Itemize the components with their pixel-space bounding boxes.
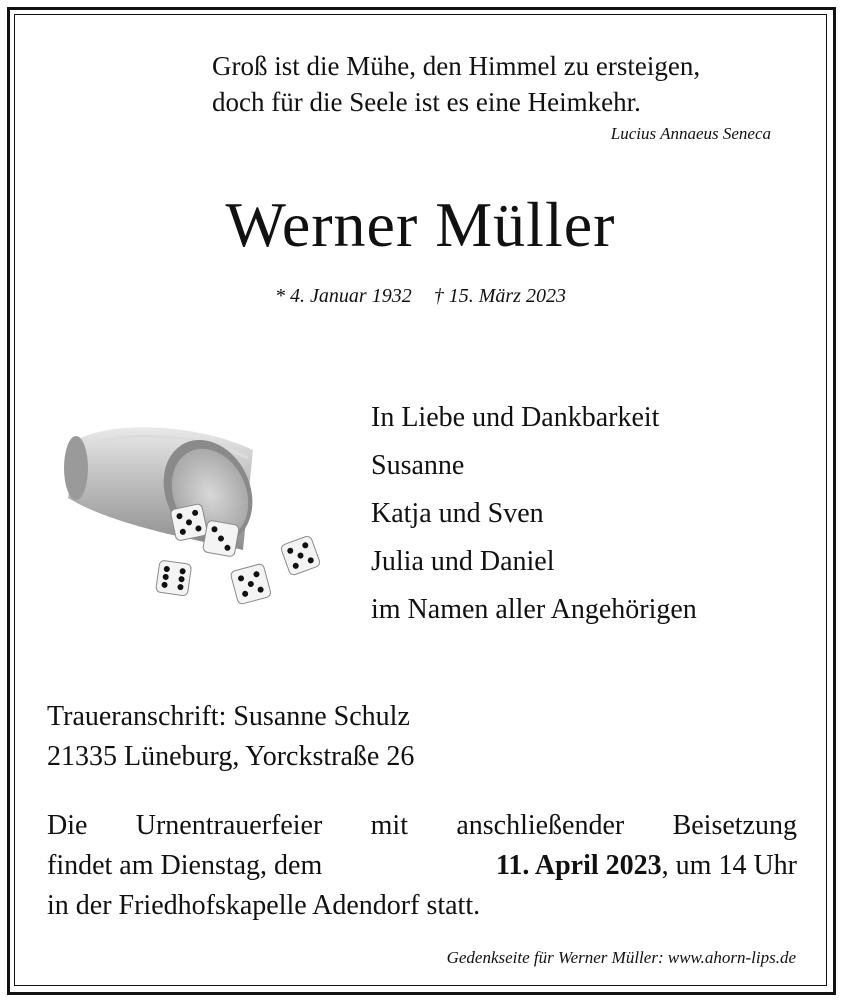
death-date: † 15. März 2023 (433, 285, 566, 307)
word: mit (370, 810, 408, 841)
ceremony-notice (47, 806, 797, 926)
ceremony-date: 11. April 2023 (495, 850, 662, 881)
quote (212, 48, 700, 120)
quote-line-1: Groß ist die Mühe, den Himmel zu ersteigen, (212, 51, 701, 81)
dice-cup-illustration (58, 410, 328, 620)
life-dates (0, 285, 841, 308)
mourning-address (47, 697, 414, 777)
word: Die (47, 810, 88, 841)
word: Beisetzung (672, 810, 797, 841)
quote-author: Lucius Annaeus Seneca (610, 124, 771, 143)
mourner-line: Julia und Daniel (371, 546, 555, 577)
memorial-page-link: Gedenkseite für Werner Müller: www.ahorn-lips.de (446, 948, 796, 967)
address-line-2: 21335 Lüneburg, Yorckstraße 26 (47, 741, 415, 772)
word: Urnentrauerfeier (135, 810, 323, 841)
mourner-line: Katja und Sven (371, 498, 544, 529)
address-line-1: Traueranschrift: Susanne Schulz (47, 701, 410, 732)
ceremony-time: , um 14 Uhr (661, 850, 797, 881)
ceremony-line-2-pre: findet am Dienstag, dem (47, 850, 323, 881)
cup-icon (64, 425, 269, 558)
quote-line-2: doch für die Seele ist es eine Heimkehr. (212, 87, 641, 117)
ceremony-line-1 (47, 806, 797, 846)
mourner-line: In Liebe und Dankbarkeit (371, 402, 660, 433)
word: anschließender (456, 810, 625, 841)
mourners-list (371, 394, 697, 634)
mourner-line: im Namen aller Angehörigen (371, 594, 697, 625)
birth-date: * 4. Januar 1932 (275, 285, 412, 307)
ceremony-line-3: in der Friedhofskapelle Adendorf statt. (47, 890, 481, 921)
deceased-name: Werner Müller (225, 189, 616, 260)
ceremony-line-2 (47, 846, 797, 886)
mourner-line: Susanne (371, 450, 465, 481)
